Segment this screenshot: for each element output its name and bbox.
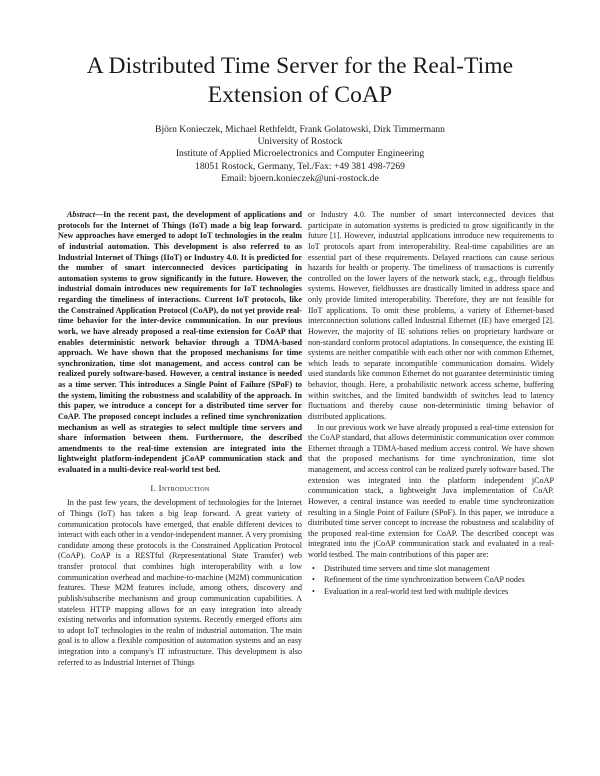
list-item xyxy=(308,587,554,598)
bullet-icon: • xyxy=(312,586,315,596)
left-column xyxy=(58,210,302,668)
intro-paragraph-2: In our previous work we have already proposed a real-time extension for the CoAP standard, that allows deterministic communication over common Ethernet through a TDMA-based medium access control. We have shown that the proposed mechanisms for time synchronization, time slot management, and access control can be realized purely software based. The extension was integrated into the platform independent jCoAP communication stack, a lightweight Java implementation of CoAP. However, a central instance was needed to enable time synchronization resulting in a Single Point of Failure (SPoF). In this paper, we introduce a distributed time server concept to increase the robustness and scalability of the proposed real-time extension for CoAP. The described concept was integrated into the jCoAP communication stack and evaluated in a real-world testbed. The main contributions of this paper are: xyxy=(308,422,554,559)
affiliation-institute: Institute of Applied Microelectronics and Computer Engineering xyxy=(175,148,425,160)
list-item xyxy=(308,575,554,586)
paper-title xyxy=(40,52,560,110)
intro-paragraph-1: In the past few years, the development of technologies for the Internet of Things (IoT) has taken a big leap forward. A great variety of communication protocols have emerged, that enable different devices to interact with each other in a vendor-independent manner. A very promising candidate among these protocols is the Constrained Application Protocol (CoAP). CoAP is a RESTful (Representational State Transfer) web transfer protocol that combines high interoperability with a low communication overhead and machine-to-machine (M2M) communication features. These M2M features include, among others, discovery and publish/subscribe mechanisms and group communication capabilities. A stateless HTTP mapping allows for an easy integration into already existing networks and information systems. Recently emerged efforts aim to adopt IoT technologies in the realm of industrial automation. The main goal is to allow a flexible composition of automation systems and an easy integration into a company's IT infrastructure. This development is also referred to as Industrial Internet of Things xyxy=(58,498,302,667)
contribution-text: Evaluation in a real-world test bed with multiple devices xyxy=(324,586,509,596)
title-line-1: A Distributed Time Server for the Real-Time xyxy=(86,53,514,79)
abstract-label: Abstract xyxy=(67,210,95,219)
right-column xyxy=(308,210,554,599)
affiliation-university: University of Rostock xyxy=(257,136,343,148)
list-item xyxy=(308,564,554,575)
author-names: Björn Konieczek, Michael Rethfeldt, Frank Golatowski, Dirk Timmermann xyxy=(155,124,445,135)
abstract-text: —In the recent past, the development of applications and protocols for the Internet of Things (IoT) made a big leap forward. New approaches have emerged to adopt IoT technologies in the realm of industrial automation. This development is also referred to as Industrial Internet of Things (IIoT) or Industry 4.0. It is predicted for the number of smart interconnected devices participating in automation systems to grow significantly in the future. However, the industrial domain introduces new requirements for IoT technologies regarding the timeliness of interactions. Current IoT protocols, like the Constrained Application Protocol (CoAP), do not yet provide real-time behavior for the inter-device communication. In our previous work, we have already proposed a real-time extension for CoAP that enables deterministic network behavior through a TDMA-based approach. We have shown that the proposed mechanisms for time synchronization, time slot management, and access control can be realized purely software-based. However, a central instance is needed as a time server. This introduces a Single Point of Failure (SPoF) to the system, limiting the robustness and scalability of the approach. In this paper, we introduce a concept for a distributed time server for CoAP. The proposed concept includes a refined time synchronization mechanism as well as strategies to select multiple time servers and share information between them. Furthermore, the described amendments to the real-time extension are integrated into the lightweight platform-independent jCoAP communication stack and evaluated in a multi-device real-world test bed. xyxy=(58,210,302,474)
affiliation-email: Email: bjoern.konieczek@uni-rostock.de xyxy=(221,172,379,184)
author-block xyxy=(40,124,560,185)
affiliation-address: 18051 Rostock, Germany, Tel./Fax: +49 381 498-7269 xyxy=(195,160,405,172)
bullet-icon: • xyxy=(312,575,315,585)
contribution-text: Refinement of the time synchronization between CoAP nodes xyxy=(324,575,525,585)
bullet-icon: • xyxy=(312,563,315,573)
title-line-2: Extension of CoAP xyxy=(207,82,393,108)
abstract xyxy=(58,210,302,476)
contribution-text: Distributed time servers and time slot management xyxy=(324,563,490,573)
section-heading-introduction: I. Introduction xyxy=(150,482,210,493)
contributions-list xyxy=(308,564,554,598)
intro-paragraph-1-continued: or Industry 4.0. The number of smart interconnected devices that participate in automation systems is predicted to grow significantly in the future [1]. However, industrial applications introduce new requirements to IoT protocols apart from interoperability. Real-time capabilities are an essential part of these requirements. Delayed reactions can cause serious hazards for health or property. The timeliness of transactions is currently controlled on the lower layers of the network stack, e.g., through fieldbus systems. However, fieldbusses are drastically limited in address space and only provide limited interoperability. Therefore, they are not feasible for IIoT applications. To omit these problems, a variety of Ethernet-based interconnection solutions called Industrial Ethernet (IE) have emerged [2]. However, the majority of IE solutions relies on proprietary hardware or non-standard conform protocol adaptations. In consequence, the existing IE systems are neither compatible with each other nor with common Ethernet, which leads to separate incompatible communication domains. Widely used standards like common Ethernet do not guarantee deterministic timing behavior, though. Here, a probabilistic network access scheme, buffering within switches, and the limited bandwidth of switches lead to latency fluctuations and thereby cause non-deterministic timing behavior of distributed applications. xyxy=(308,210,554,421)
